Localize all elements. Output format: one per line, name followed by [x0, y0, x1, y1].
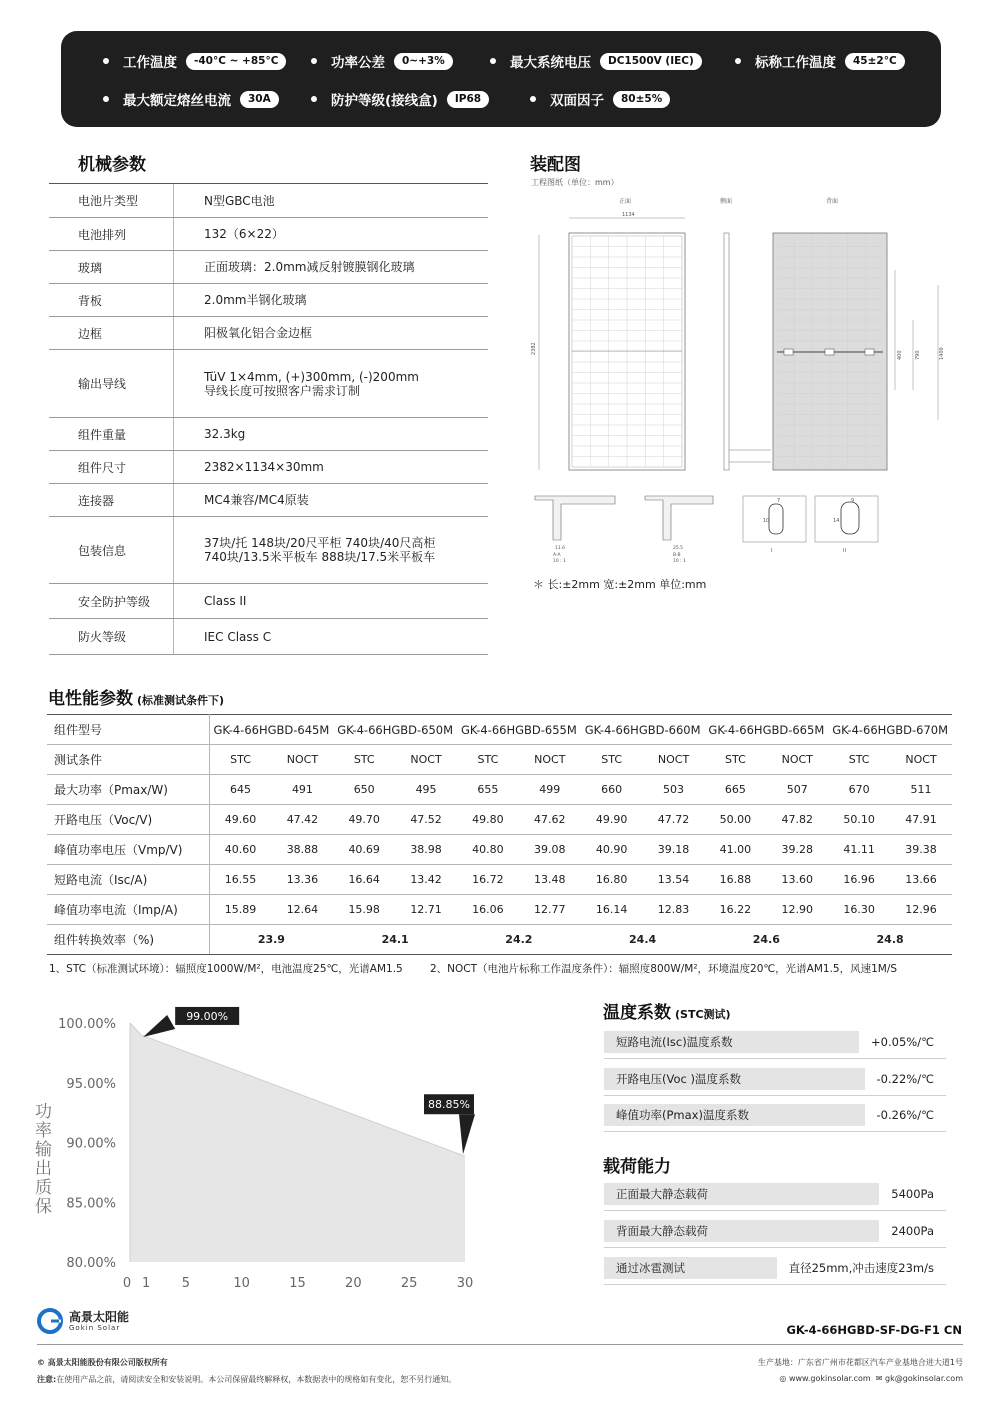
section-label-a: A-A	[553, 553, 561, 558]
table-cell: 47.42	[272, 805, 334, 835]
table-row	[47, 865, 952, 895]
spec-ip-rating: 防护等级(接线盒) IP68	[311, 89, 489, 109]
load-row	[604, 1257, 946, 1279]
callout-pointer	[143, 1015, 175, 1037]
dim-height: 2382	[531, 342, 537, 355]
table-cell: 12.96	[890, 895, 952, 925]
hole-detail-1	[743, 496, 806, 554]
table-cell: 12.77	[519, 895, 581, 925]
row-key: 防火等级	[49, 619, 174, 654]
table-cell: 39.28	[766, 835, 828, 865]
gokin-logo-icon	[37, 1308, 63, 1334]
row-key: 输出导线	[49, 350, 174, 417]
electrical-title	[48, 684, 224, 709]
load-label: 背面最大静态载荷	[616, 1224, 708, 1238]
table-cell: 670	[828, 775, 890, 805]
electrical-table	[47, 714, 952, 955]
spec-operating-temp: 工作温度 -40°C ~ +85°C	[103, 51, 286, 71]
temp-coeff-row	[604, 1068, 946, 1090]
table-cell: 47.91	[890, 805, 952, 835]
efficiency-value: 24.6	[704, 925, 828, 955]
datasheet-code: GK-4-66HGBD-SF-DG-F1 CN	[786, 1323, 962, 1337]
table-cell: 13.42	[395, 865, 457, 895]
table-cell: 41.11	[828, 835, 890, 865]
table-row	[49, 484, 488, 517]
row-key: 边框	[49, 317, 174, 349]
row-value: IEC Class C	[204, 629, 272, 644]
side-view	[724, 233, 771, 470]
table-cell: 40.69	[333, 835, 395, 865]
table-cell: 13.54	[643, 865, 705, 895]
table-cell: 16.06	[457, 895, 519, 925]
noct-header: NOCT	[395, 745, 457, 775]
table-cell: 50.00	[704, 805, 766, 835]
row-key: 安全防护等级	[49, 584, 174, 618]
model-name: GK-4-66HGBD-650M	[333, 715, 457, 745]
row-key: 背板	[49, 284, 174, 316]
table-cell: 655	[457, 775, 519, 805]
dim-7: 7	[777, 498, 781, 504]
temp-coeff-value: -0.22%/℃	[865, 1068, 946, 1090]
table-cell: 47.82	[766, 805, 828, 835]
temp-coeff-label: 开路电压(Voc )温度系数	[616, 1072, 741, 1086]
table-cell: 16.80	[581, 865, 643, 895]
spec-power-tolerance: 功率公差 0~+3%	[311, 51, 453, 71]
table-cell: 39.38	[890, 835, 952, 865]
table-cell: 16.72	[457, 865, 519, 895]
dim-1400: 1400	[939, 347, 945, 360]
table-cell: 495	[395, 775, 457, 805]
y-tick-label: 100.00%	[58, 1017, 116, 1032]
stc-header: STC	[581, 745, 643, 775]
scale-a: 10 : 1	[553, 559, 566, 564]
table-row	[49, 218, 488, 251]
bullet-icon	[103, 58, 109, 64]
table-cell: 49.70	[333, 805, 395, 835]
annotation-8885: 88.85%	[428, 1098, 470, 1112]
table-row	[49, 584, 488, 619]
row-label: 峰值功率电压（Vmp/V)	[47, 835, 209, 865]
annotation-99: 99.00%	[186, 1009, 229, 1023]
noct-header: NOCT	[766, 745, 828, 775]
divider	[604, 1284, 946, 1285]
assembly-title: 装配图	[530, 155, 581, 175]
temp-coeff-row	[604, 1104, 946, 1126]
table-cell: 16.96	[828, 865, 890, 895]
note-noct: 2、NOCT（电池片标称工作温度条件）：辐照度800W/M²，环境温度20℃，光谱AM1.5，风速1M/S	[430, 963, 898, 975]
temp-coeff-value: -0.26%/℃	[865, 1104, 946, 1126]
table-cell: 38.98	[395, 835, 457, 865]
load-row	[604, 1183, 946, 1205]
noct-header: NOCT	[890, 745, 952, 775]
notice-text: 在使用产品之前，请阅读安全和安装说明。本公司保留最终解释权，本数据表中的规格如有变化，恕不另行通知。	[56, 1375, 457, 1384]
y-tick-label: 95.00%	[66, 1076, 116, 1092]
y-tick-label: 90.00%	[66, 1136, 116, 1152]
row-key: 电池排列	[49, 218, 174, 250]
table-cell: 13.60	[766, 865, 828, 895]
section-label-b: B-B	[673, 553, 681, 558]
table-cell: 40.80	[457, 835, 519, 865]
hole-detail-2	[815, 496, 878, 554]
table-cell: 660	[581, 775, 643, 805]
table-cell: 12.90	[766, 895, 828, 925]
table-cell: 16.30	[828, 895, 890, 925]
row-label: 短路电流（Isc/A)	[47, 865, 209, 895]
spec-max-system-voltage: 最大系统电压 DC1500V (IEC)	[490, 51, 702, 71]
row-key: 包装信息	[49, 517, 174, 583]
table-row	[49, 184, 488, 218]
mail-icon: ✉	[875, 1374, 883, 1383]
model-name: GK-4-66HGBD-645M	[209, 715, 333, 745]
contact	[779, 1374, 963, 1383]
table-row	[47, 835, 952, 865]
chart-y-axis-label: 功率输出质保	[35, 1102, 52, 1217]
efficiency-value: 23.9	[209, 925, 333, 955]
noct-header: NOCT	[519, 745, 581, 775]
bullet-icon	[103, 96, 109, 102]
note-stc: 1、STC（标准测试环境）：辐照度1000W/M²，电池温度25℃，光谱AM1.5	[49, 963, 403, 975]
x-tick-label: 10	[233, 1276, 250, 1291]
email-link[interactable]: gk@gokinsolar.com	[885, 1374, 963, 1383]
row-label: 峰值功率电流（Imp/A)	[47, 895, 209, 925]
brand-name-en: Gokin Solar	[69, 1323, 121, 1332]
row-key: 连接器	[49, 484, 174, 516]
bullet-icon	[735, 58, 741, 64]
table-cell: 13.36	[272, 865, 334, 895]
efficiency-value: 24.2	[457, 925, 581, 955]
table-row	[49, 317, 488, 350]
row-value: 32.3kg	[204, 427, 246, 441]
table-cell: 49.90	[581, 805, 643, 835]
table-cell: 16.22	[704, 895, 766, 925]
noct-header: NOCT	[272, 745, 334, 775]
company-logo	[37, 1308, 129, 1334]
table-row	[49, 350, 488, 418]
condition-row	[47, 745, 952, 775]
row-value-line1: 37块/托 148块/20尺平柜 740块/40尺高柜	[204, 536, 436, 550]
label-i: I	[771, 548, 773, 554]
dim-width: 1134	[622, 212, 635, 218]
table-cell: 12.71	[395, 895, 457, 925]
row-label: 组件转换效率（%)	[47, 925, 209, 955]
table-cell: 41.00	[704, 835, 766, 865]
table-row	[49, 251, 488, 284]
mechanical-table	[49, 183, 488, 655]
load-value: 2400Pa	[879, 1220, 946, 1242]
table-cell: 12.83	[643, 895, 705, 925]
x-tick-label: 15	[289, 1276, 306, 1291]
efficiency-value: 24.8	[828, 925, 952, 955]
table-cell: 645	[209, 775, 272, 805]
dim-11-6: 11.6	[555, 546, 566, 551]
row-value-line2: 导线长度可按照客户需求订制	[204, 383, 361, 398]
x-tick-label: 25	[400, 1276, 418, 1291]
stc-header: STC	[209, 745, 272, 775]
copyright: © 高景太阳能股份有限公司版权所有	[37, 1358, 168, 1367]
table-cell: 507	[766, 775, 828, 805]
electrical-subtitle: (标准测试条件下)	[137, 694, 225, 707]
spec-bifaciality: 双面因子 80±5%	[530, 89, 670, 109]
table-cell: 39.18	[643, 835, 705, 865]
row-key: 组件尺寸	[49, 451, 174, 483]
front-view	[531, 212, 685, 470]
electrical-title-text: 电性能参数	[48, 689, 133, 709]
table-cell: 665	[704, 775, 766, 805]
table-cell: 49.60	[209, 805, 272, 835]
table-cell: 40.60	[209, 835, 272, 865]
bullet-icon	[530, 96, 536, 102]
temp-coeff-title-text: 温度系数	[603, 1003, 671, 1023]
row-label: 测试条件	[47, 745, 209, 775]
table-cell: 511	[890, 775, 952, 805]
brand-name-cn: 高景太阳能	[69, 1309, 130, 1324]
warranty-area	[130, 1023, 465, 1262]
row-value	[174, 370, 419, 398]
view-side-label: 侧面	[720, 198, 733, 205]
mechanical-title: 机械参数	[78, 155, 146, 175]
table-row	[49, 418, 488, 451]
model-name: GK-4-66HGBD-665M	[704, 715, 828, 745]
footer-divider	[37, 1344, 963, 1345]
table-cell: 47.72	[643, 805, 705, 835]
table-cell: 499	[519, 775, 581, 805]
dim-25-5: 25.5	[673, 546, 684, 551]
temp-coeff-subtitle: (STC测试)	[675, 1008, 731, 1021]
bullet-icon	[490, 58, 496, 64]
row-value: 132（6×22）	[204, 227, 284, 241]
table-cell: 15.98	[333, 895, 395, 925]
row-key: 电池片类型	[49, 184, 174, 217]
row-value: 2.0mm半钢化玻璃	[204, 293, 307, 307]
row-value: N型GBC电池	[204, 193, 275, 208]
model-name: GK-4-66HGBD-660M	[581, 715, 705, 745]
temp-coeff-value: +0.05%/℃	[859, 1031, 946, 1053]
table-cell: 650	[333, 775, 395, 805]
row-label: 开路电压（Voc/V)	[47, 805, 209, 835]
model-name: GK-4-66HGBD-670M	[828, 715, 952, 745]
production-base: 生产基地：广东省广州市花都区汽车产业基地合进大道1号	[757, 1358, 963, 1367]
row-key: 玻璃	[49, 251, 174, 283]
table-cell: 13.66	[890, 865, 952, 895]
stc-header: STC	[704, 745, 766, 775]
divider	[604, 1210, 946, 1211]
temp-coeff-label: 短路电流(Isc)温度系数	[616, 1035, 733, 1049]
website-link[interactable]: www.gokinsolar.com	[788, 1374, 871, 1383]
notice	[37, 1374, 456, 1385]
load-label: 正面最大静态载荷	[616, 1187, 708, 1201]
dim-790: 790	[915, 350, 921, 360]
x-tick-label: 5	[181, 1276, 190, 1291]
notice-label: 注意:	[37, 1375, 57, 1384]
dim-14: 14	[833, 518, 840, 524]
engineering-drawing	[525, 200, 955, 565]
spec-fuse-current: 最大额定熔丝电流 30A	[103, 89, 279, 109]
table-row	[47, 895, 952, 925]
table-cell: 16.88	[704, 865, 766, 895]
warranty-chart	[30, 1005, 490, 1295]
model-row	[47, 715, 952, 745]
bullet-icon	[311, 96, 317, 102]
table-cell: 40.90	[581, 835, 643, 865]
bullet-icon	[311, 58, 317, 64]
table-cell: 49.80	[457, 805, 519, 835]
load-label: 通过冰雹测试	[616, 1261, 685, 1275]
table-cell: 503	[643, 775, 705, 805]
row-value: 2382×1134×30mm	[204, 460, 324, 474]
temp-coeff-row	[604, 1031, 946, 1053]
x-tick-label: 0	[122, 1276, 132, 1291]
table-cell: 16.55	[209, 865, 272, 895]
table-cell: 15.89	[209, 895, 272, 925]
divider	[604, 1095, 946, 1096]
row-value: 正面玻璃：2.0mm减反射镀膜钢化玻璃	[204, 260, 415, 274]
row-value-line1: TüV 1×4mm, (+)300mm, (-)200mm	[204, 369, 419, 384]
load-row	[604, 1220, 946, 1242]
table-row	[49, 451, 488, 484]
table-row	[47, 805, 952, 835]
back-view	[773, 233, 945, 470]
section-a-a	[535, 496, 615, 564]
stc-header: STC	[828, 745, 890, 775]
efficiency-value: 24.1	[333, 925, 457, 955]
spec-noct: 标称工作温度 45±2°C	[735, 51, 905, 71]
efficiency-value: 24.4	[581, 925, 705, 955]
table-row	[49, 619, 488, 655]
assembly-subtitle: 工程图纸（单位：mm）	[531, 178, 619, 187]
divider	[604, 1131, 946, 1132]
view-front-label: 正面	[619, 198, 632, 205]
x-tick-label: 30	[456, 1276, 474, 1291]
model-name: GK-4-66HGBD-655M	[457, 715, 581, 745]
stc-header: STC	[457, 745, 519, 775]
load-title: 载荷能力	[603, 1157, 671, 1177]
load-value: 5400Pa	[879, 1183, 946, 1205]
row-value: 阳极氧化铝合金边框	[204, 326, 313, 340]
row-key: 组件重量	[49, 418, 174, 450]
label-ii: II	[843, 548, 846, 554]
row-value	[174, 536, 435, 564]
y-tick-label: 85.00%	[66, 1196, 116, 1212]
efficiency-row	[47, 925, 952, 955]
dim-9: 9	[851, 498, 855, 504]
table-cell: 39.08	[519, 835, 581, 865]
row-label: 组件型号	[47, 715, 209, 745]
row-value-line2: 740块/13.5米平板车 888块/17.5米平板车	[204, 550, 436, 564]
dim-400: 400	[897, 350, 903, 360]
spec-banner	[61, 31, 941, 127]
load-value: 直径25mm,冲击速度23m/s	[777, 1257, 946, 1279]
dim-10: 10	[763, 518, 770, 524]
table-cell: 47.62	[519, 805, 581, 835]
stc-header: STC	[333, 745, 395, 775]
divider	[604, 1058, 946, 1059]
table-row	[49, 284, 488, 317]
view-back-label: 背面	[826, 198, 839, 205]
temp-coeff-label: 峰值功率(Pmax)温度系数	[616, 1108, 749, 1122]
table-row	[49, 517, 488, 584]
y-tick-label: 80.00%	[66, 1256, 116, 1271]
table-cell: 491	[272, 775, 334, 805]
divider	[604, 1247, 946, 1248]
row-value: MC4兼容/MC4原装	[204, 493, 309, 507]
dimension-tolerance: ＊ 长:±2mm 宽:±2mm 单位:mm	[533, 578, 707, 591]
table-cell: 47.52	[395, 805, 457, 835]
row-label: 最大功率（Pmax/W)	[47, 775, 209, 805]
table-cell: 12.64	[272, 895, 334, 925]
table-cell: 38.88	[272, 835, 334, 865]
table-cell: 50.10	[828, 805, 890, 835]
table-cell: 16.14	[581, 895, 643, 925]
table-cell: 13.48	[519, 865, 581, 895]
x-tick-label: 20	[345, 1276, 362, 1291]
noct-header: NOCT	[643, 745, 705, 775]
temp-coeff-title	[603, 998, 731, 1023]
x-tick-label: 1	[142, 1276, 151, 1291]
scale-b: 10 : 1	[673, 559, 686, 564]
table-cell: 16.64	[333, 865, 395, 895]
section-b-b	[645, 496, 713, 564]
callout-pointer	[459, 1114, 475, 1154]
row-value: Class II	[204, 594, 247, 608]
globe-icon: ◎	[779, 1374, 787, 1383]
table-row	[47, 775, 952, 805]
